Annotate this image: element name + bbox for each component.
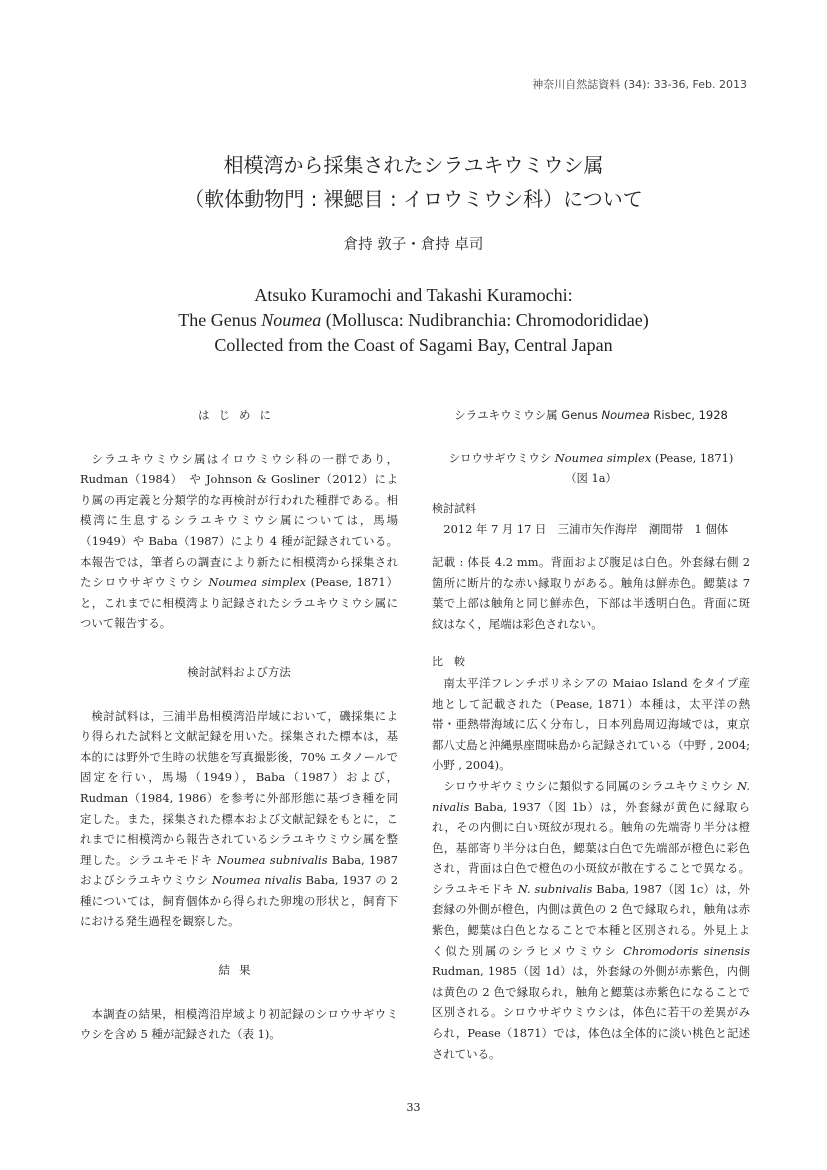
species-name: Noumea simplex (554, 450, 652, 465)
page-number: 33 (406, 1101, 421, 1114)
genus-heading: シラユキウミウシ属 Genus Noumea Risbec, 1928 (454, 408, 728, 422)
results-heading: 結果 (218, 963, 260, 978)
intro-paragraph: シラユキウミウシ属はイロウミウシ科の一群であり，Rudman（1984） や Johnson & Gosliner（2012）により属の再定義と分類学的な再検討が行われた種群である。相模湾に生息するシラユキウミウシ属については，馬場（1949）や Baba（1987）により 4 種が記録されている。本報告では，筆者らの調査により新たに相模湾から採集されたシロウサギウミウシ Noumea simplex (Pease, 1871）と，これまでに相模湾より記録されたシラユキウミウシ属について報告する。 (80, 451, 398, 631)
species-name: Noumea subnivalis (216, 852, 328, 867)
title-en-line1: Atsuko Kuramochi and Takashi Kuramochi: (254, 285, 573, 305)
species-name: Noumea simplex (208, 575, 307, 590)
species-name: N. nivalis (432, 778, 750, 814)
title-en-genus: Noumea (261, 310, 322, 330)
description-paragraph: 記載 : 体長 4.2 mm。背面および腹足は白色。外套縁右側 2 箇所に断片的な赤い縁取りがある。触角は鮮赤色。鰓葉は 7 葉で上部は触角と同じ鮮赤色，下部は半透明白色。背面に斑紋はなく，尾端は彩色されない。 (432, 554, 750, 631)
title-en-line3: Collected from the Coast of Sagami Bay, Central Japan (214, 335, 613, 355)
species-name: N. subnivalis (517, 881, 593, 896)
title-en-line2-post: (Mollusca: Nudibranchia: Chromodorididae) (321, 310, 649, 330)
title-ja-line2: （軟体動物門 : 裸鰓目 : イロウミウシ科）について (184, 187, 643, 211)
figure-ref: （図 1a） (565, 471, 617, 486)
material-text: 2012 年 7 月 17 日 三浦市矢作海岸 潮間帯 1 個体 (443, 522, 729, 537)
comparison-paragraph-1: 南太平洋フレンチポリネシアの Maiao Island をタイプ産地として記載された（Pease, 1871）本種は，太平洋の熱帯・亜熱帯海域に広く分布し，日本列島周辺海域では，東京都八丈島と沖縄県座間味島から記録されている（中野 , 2004; 小野 , 2004)。 (432, 675, 750, 773)
genus-name: Noumea (601, 408, 650, 422)
title-en-line2-pre: The Genus (178, 310, 262, 330)
intro-heading: はじめに (198, 408, 280, 422)
title-ja-line1: 相模湾から採集されたシラユキウミウシ属 (223, 153, 604, 177)
results-paragraph: 本調査の結果，相模湾沿岸域より初記録のシロウサギウミウシを含め 5 種が記録された（表 1)。 (80, 1006, 398, 1042)
left-column (80, 405, 398, 1045)
species-heading: シロウサギウミウシ Noumea simplex (Pease, 1871) （図 1a） (432, 448, 750, 489)
title-en-line2 (0, 308, 827, 333)
methods-paragraph: 検討試料は，三浦半島相模湾沿岸域において，磯採集により得られた試料と文献記録を用いた。採集された標本は，基本的には野外で生時の状態を写真撮影後，70% エタノールで固定を行い，馬場（1949），Baba（1987）および，Rudman（1984, 1986）を参考に外部形態に基づき種を同定した。また，採集された標本および文献記録をもとに，これまでに相模湾から報告されているシラユキウミウシ属を整理した。シラユキモドキ Noumea subnivalis Baba, 1987 およびシラユキウミウシ Noumea nivalis Baba, 1937 の 2 種については，飼育個体から得られた卵塊の形状と，飼育下における発生過程を観察した。 (80, 708, 398, 929)
material-heading: 検討試料 (432, 501, 476, 515)
journal-citation: 神奈川自然誌資料 (34): 33-36, Feb. 2013 (532, 78, 747, 91)
species-name: Chromodoris sinensis (623, 943, 750, 958)
species-name: Noumea nivalis (212, 873, 302, 888)
title-japanese (0, 148, 827, 216)
comparison-heading: 比 較 (432, 655, 465, 669)
methods-heading: 検討試料および方法 (187, 664, 291, 679)
title-english (0, 283, 827, 358)
right-column (432, 405, 750, 1064)
authors-japanese: 倉持 敦子・倉持 卓司 (343, 237, 484, 253)
comparison-paragraph-2: シロウサギウミウシに類似する同属のシラユキウミウシ N. nivalis Baba, 1937（図 1b）は，外套縁が黄色に縁取られ，その内側に白い斑紋が現れる。触角の先端寄り半分は橙色，基部寄り半分は白色，鰓葉は白色で先端部が橙色に彩色され，背面は白色で橙色の小斑紋が散在することで異なる。シラユキモドキ N. subnivalis Baba, 1987（図 1c）は，外套縁の外側が橙色，内側は黄色の 2 色で縁取られ，触角は赤紫色，鰓葉は白色となることで本種と区別される。外見上よく似た別属のシラヒメウミウシ Chromodoris sinensis Rudman, 1985（図 1d）は，外套縁の外側が赤紫色，内側は黄色の 2 色で縁取られ，触角と鰓葉は赤紫色になることで区別される。シロウサギウミウシは，体色に若干の差異がみられ，Pease（1871）では，体色は全体的に淡い桃色と記述されている。 (432, 778, 751, 1061)
